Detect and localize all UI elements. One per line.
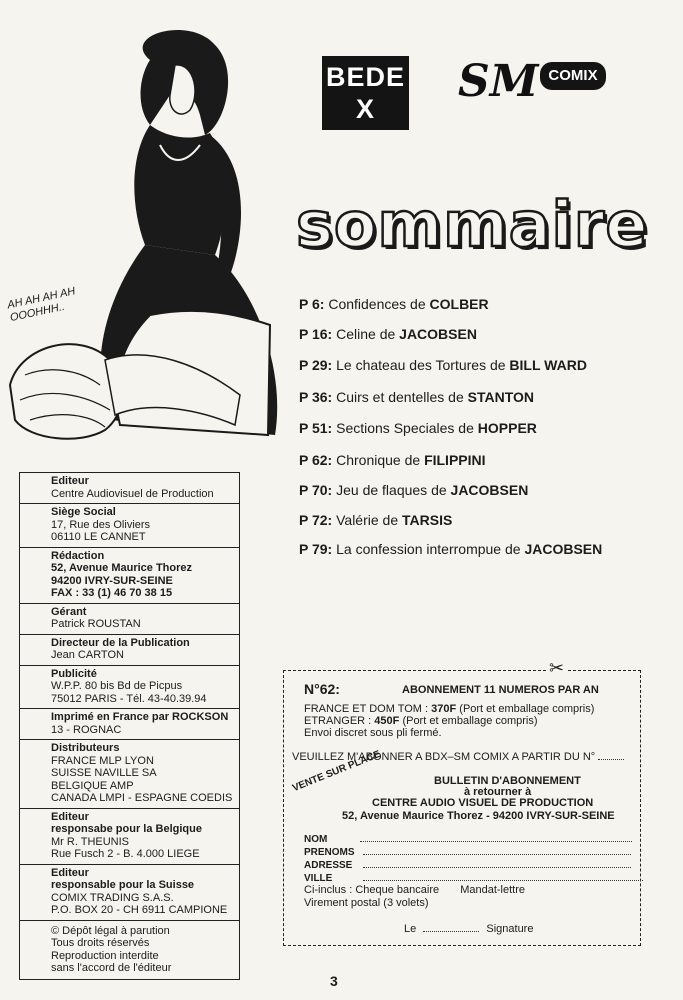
credits-line: sans l'accord de l'éditeur xyxy=(51,962,172,974)
toc-item xyxy=(299,482,679,498)
etranger-price-line xyxy=(304,715,538,728)
prenoms-field[interactable] xyxy=(363,844,631,855)
toc-author: JACOBSEN xyxy=(524,541,603,557)
etranger-note: (Port et emballage compris) xyxy=(402,715,538,727)
credits-line: FRANCE MLP LYON xyxy=(51,754,154,767)
toc-author: STANTON xyxy=(467,389,535,405)
bulletin-title: BULLETIN D'ABONNEMENT xyxy=(434,775,581,787)
bede-x-logo xyxy=(322,56,409,130)
toc-title: Chronique de xyxy=(336,452,421,468)
credits-line: 06110 LE CANNET xyxy=(51,531,146,543)
signature-label: Signature xyxy=(486,923,534,935)
credits-line: W.P.P. 80 bis Bd de Picpus xyxy=(51,680,183,692)
vente-sur-place-stamp: VENTE SUR PLACE xyxy=(291,748,383,795)
scissors-icon: ✂ xyxy=(546,659,567,677)
page-number: 3 xyxy=(330,973,338,989)
toc-author: FILIPPINI xyxy=(424,452,486,468)
credits-line: 75012 PARIS - Tél. 43-40.39.94 xyxy=(51,692,207,705)
credits-line: 52, Avenue Maurice Thorez xyxy=(51,562,193,574)
credits-line: BELGIQUE AMP xyxy=(51,779,134,792)
toc-page: P 51: xyxy=(299,420,333,436)
credits-publicite xyxy=(20,666,239,710)
credits-directeur xyxy=(20,635,239,666)
ci-inclus-text: Ci-inclus : Cheque bancaire xyxy=(304,884,440,896)
credits-heading: Editeur xyxy=(51,866,89,879)
toc-page: P 70: xyxy=(299,482,333,498)
sm-logo: SM xyxy=(458,56,539,107)
date-field[interactable] xyxy=(423,921,479,932)
mandat-text: Mandat-lettre xyxy=(460,884,526,896)
toc-page: P 62: xyxy=(299,452,333,468)
nom-label: NOM xyxy=(304,834,328,845)
credits-imprime xyxy=(20,709,239,740)
veuillez-text: VEUILLEZ M'ABONNER A BDX–SM COMIX A PARTIR DU N° xyxy=(292,751,596,763)
credits-heading: Imprimé en France par ROCKSON xyxy=(51,711,229,723)
toc-item xyxy=(299,296,679,312)
virement-text: Virement postal (3 volets) xyxy=(304,897,429,909)
france-note: (Port et emballage compris) xyxy=(459,703,595,715)
issue-number: N°62: xyxy=(304,681,340,697)
retourner-text: à retourner à xyxy=(464,786,532,798)
credits-legal xyxy=(20,921,239,979)
prenoms-label: PRENOMS xyxy=(304,847,355,858)
toc-page: P 79: xyxy=(299,541,333,557)
credits-siege xyxy=(20,504,239,548)
toc-author: TARSIS xyxy=(402,512,453,528)
centre-text: CENTRE AUDIO VISUEL DE PRODUCTION xyxy=(372,797,594,809)
credits-line: Rue Fusch 2 - B. 4.000 LIEGE xyxy=(51,848,200,860)
toc-title: Cuirs et dentelles de xyxy=(336,389,464,405)
france-label: FRANCE ET DOM TOM : xyxy=(304,703,429,715)
toc-author: COLBER xyxy=(429,296,489,312)
toc-author: JACOBSEN xyxy=(399,326,477,342)
credits-heading: Editeur xyxy=(51,810,89,823)
credits-heading: Rédaction xyxy=(51,549,105,562)
toc-title: Sections Speciales de xyxy=(336,420,474,436)
toc-title: Jeu de flaques de xyxy=(336,482,447,498)
toc-item xyxy=(299,326,679,342)
credits-heading: Editeur xyxy=(51,475,89,487)
credits-line: Mr R. THEUNIS xyxy=(51,835,130,848)
credits-heading: Gérant xyxy=(51,605,87,618)
credits-line: 94200 IVRY-SUR-SEINE xyxy=(51,574,173,587)
toc-author: BILL WARD xyxy=(509,357,587,373)
credits-redaction xyxy=(20,548,239,604)
credits-gerant xyxy=(20,604,239,635)
credits-line: SUISSE NAVILLE SA xyxy=(51,767,157,779)
credits-heading: Siège Social xyxy=(51,506,116,518)
toc-item xyxy=(299,357,679,373)
ville-field[interactable] xyxy=(363,870,643,881)
offer-text: ABONNEMENT 11 NUMEROS PAR AN xyxy=(402,684,599,696)
nom-field[interactable] xyxy=(360,831,632,842)
ci-inclus-line xyxy=(304,884,525,897)
credits-heading: responsabe pour la Belgique xyxy=(51,823,202,835)
credits-line: CANADA LMPI - ESPAGNE COEDIS xyxy=(51,792,233,804)
discret-text: Envoi discret sous pli fermé. xyxy=(304,727,442,739)
toc-item xyxy=(299,541,679,557)
credits-line: Centre Audiovisuel de Production xyxy=(51,487,214,500)
comic-illustration xyxy=(0,15,285,455)
toc-author: JACOBSEN xyxy=(450,482,529,498)
etranger-label: ETRANGER : xyxy=(304,715,372,727)
ville-label: VILLE xyxy=(304,873,333,884)
adresse-field[interactable] xyxy=(363,857,631,868)
credits-distributeurs xyxy=(20,740,239,809)
credits-line: 13 - ROGNAC xyxy=(51,723,122,736)
credits-heading: Directeur de la Publication xyxy=(51,636,190,649)
credits-line: COMIX TRADING S.A.S. xyxy=(51,891,174,904)
credits-line: Reproduction interdite xyxy=(51,949,159,962)
toc-title: Le chateau des Tortures de xyxy=(336,357,506,373)
credits-line: © Dépôt légal à parution xyxy=(51,924,170,937)
bede-logo-line1: BEDE xyxy=(325,62,405,92)
credits-heading: responsable pour la Suisse xyxy=(51,879,195,891)
sound-effect-text: AH AH AH AH OOOHHH.. xyxy=(6,285,77,325)
toc-item xyxy=(299,452,679,468)
toc-title: La confession interrompue de xyxy=(336,541,521,557)
toc-title: Valérie de xyxy=(336,512,399,528)
france-price-line xyxy=(304,703,594,716)
toc-item xyxy=(299,389,679,405)
subscription-coupon xyxy=(283,658,641,946)
veuillez-line xyxy=(292,749,624,764)
credits-heading: Distributeurs xyxy=(51,742,120,754)
date-label: Le xyxy=(404,923,417,935)
toc-author: HOPPER xyxy=(477,420,537,436)
france-price: 370F xyxy=(431,703,457,715)
page-title: sommaire xyxy=(296,188,649,261)
adresse-label: ADRESSE xyxy=(304,860,353,871)
toc-item xyxy=(299,512,679,528)
credits-editeur xyxy=(20,473,239,504)
credits-suisse xyxy=(20,865,239,921)
toc-item xyxy=(299,420,679,436)
credits-line: Tous droits réservés xyxy=(51,937,150,949)
etranger-price: 450F xyxy=(374,715,400,727)
toc-page: P 72: xyxy=(299,512,333,528)
credits-line: P.O. BOX 20 - CH 6911 CAMPIONE xyxy=(51,904,228,916)
credits-heading: Publicité xyxy=(51,667,97,680)
credits-line: Jean CARTON xyxy=(51,649,124,661)
issue-start-field[interactable] xyxy=(598,749,624,760)
centre-address: 52, Avenue Maurice Thorez - 94200 IVRY-SUR-SEINE xyxy=(342,810,615,822)
credits-belgique xyxy=(20,809,239,865)
credits-fax: FAX : 33 (1) 46 70 38 15 xyxy=(51,587,173,599)
credits-line: Patrick ROUSTAN xyxy=(51,618,141,630)
signature-line xyxy=(404,921,533,936)
toc-title: Celine de xyxy=(336,326,396,342)
bede-logo-line2: X xyxy=(355,94,375,124)
toc-page: P 29: xyxy=(299,357,333,373)
credits-table xyxy=(19,472,240,980)
credits-line: 17, Rue des Oliviers xyxy=(51,518,151,531)
toc-title: Confidences de xyxy=(328,296,426,312)
toc-page: P 6: xyxy=(299,296,325,312)
comix-logo: COMIX xyxy=(540,62,606,90)
toc-page: P 36: xyxy=(299,389,333,405)
toc-page: P 16: xyxy=(299,326,333,342)
